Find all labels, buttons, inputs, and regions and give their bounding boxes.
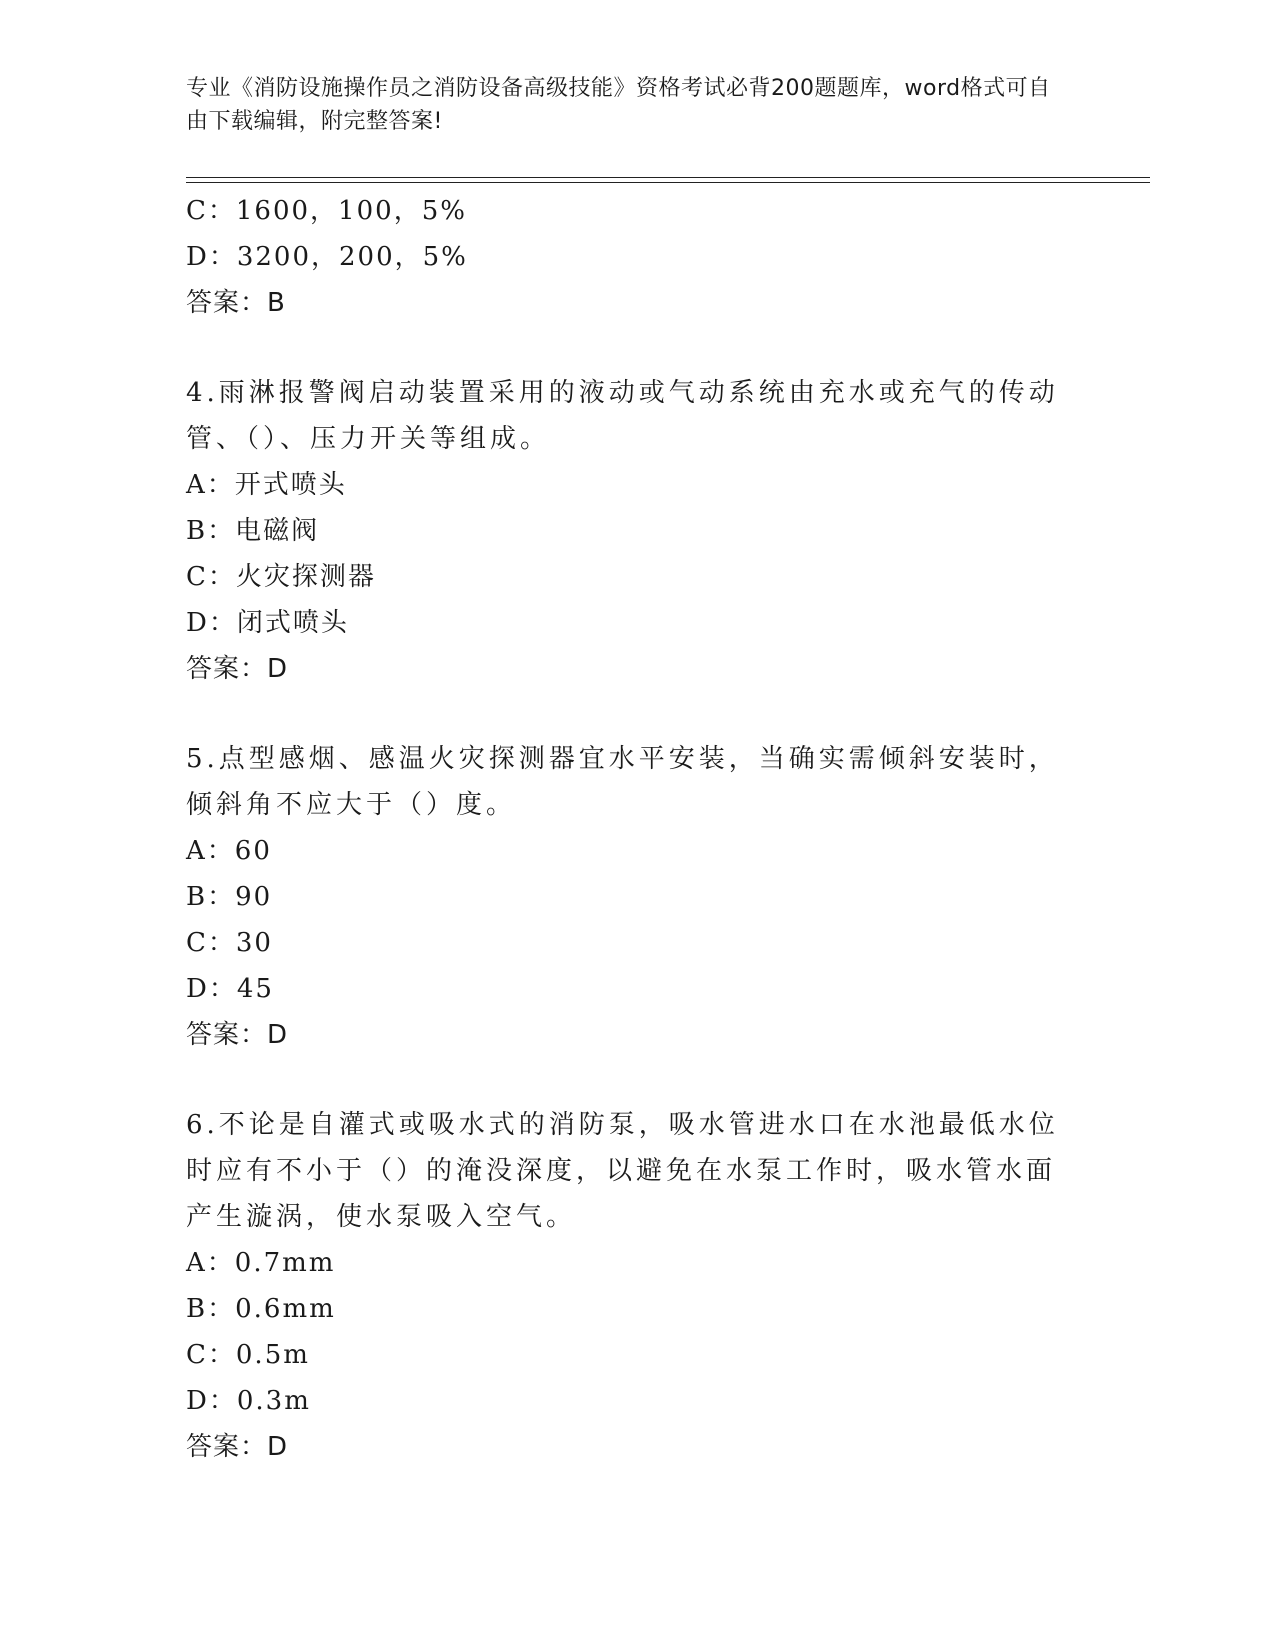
- option-a: A：0.7mm: [186, 1248, 336, 1278]
- question-5: [186, 736, 1066, 1058]
- option-a: A：开式喷头: [186, 470, 347, 500]
- document-header: 专业《消防设施操作员之消防设备高级技能》资格考试必背200题题库，word格式可自由下载编辑，附完整答案!: [186, 76, 1051, 134]
- answer: 答案：D: [186, 1020, 289, 1050]
- option-d: D：3200，200，5%: [186, 242, 468, 272]
- answer: 答案：D: [186, 654, 289, 684]
- option-b: B：90: [186, 882, 273, 912]
- option-c: C：30: [186, 928, 273, 958]
- answer: 答案：B: [186, 288, 286, 318]
- option-c: C：0.5m: [186, 1340, 310, 1370]
- question-text: 6.不论是自灌式或吸水式的消防泵，吸水管进水口在水池最低水位时应有不小于（）的淹没深度，以避免在水泵工作时，吸水管水面产生漩涡，使水泵吸入空气。: [186, 1110, 1059, 1232]
- option-c: C：1600，100，5%: [186, 196, 467, 226]
- question-text: 4.雨淋报警阀启动装置采用的液动或气动系统由充水或充气的传动管、（）、压力开关等组成。: [186, 378, 1059, 454]
- question-list: [186, 188, 1066, 1470]
- option-c: C：火灾探测器: [186, 562, 376, 592]
- option-b: B：电磁阀: [186, 516, 320, 546]
- option-d: D：45: [186, 974, 274, 1004]
- option-d: D：0.3m: [186, 1386, 311, 1416]
- option-b: B：0.6mm: [186, 1294, 336, 1324]
- header-divider-bottom: [186, 182, 1150, 183]
- option-a: A：60: [186, 836, 272, 866]
- question-text: 5.点型感烟、感温火灾探测器宜水平安装，当确实需倾斜安装时，倾斜角不应大于（）度。: [186, 744, 1059, 820]
- answer: 答案：D: [186, 1432, 289, 1462]
- option-d: D：闭式喷头: [186, 608, 349, 638]
- partial-question: [186, 188, 1066, 326]
- question-4: [186, 370, 1066, 692]
- header-divider-top: [186, 177, 1150, 178]
- question-6: [186, 1102, 1066, 1470]
